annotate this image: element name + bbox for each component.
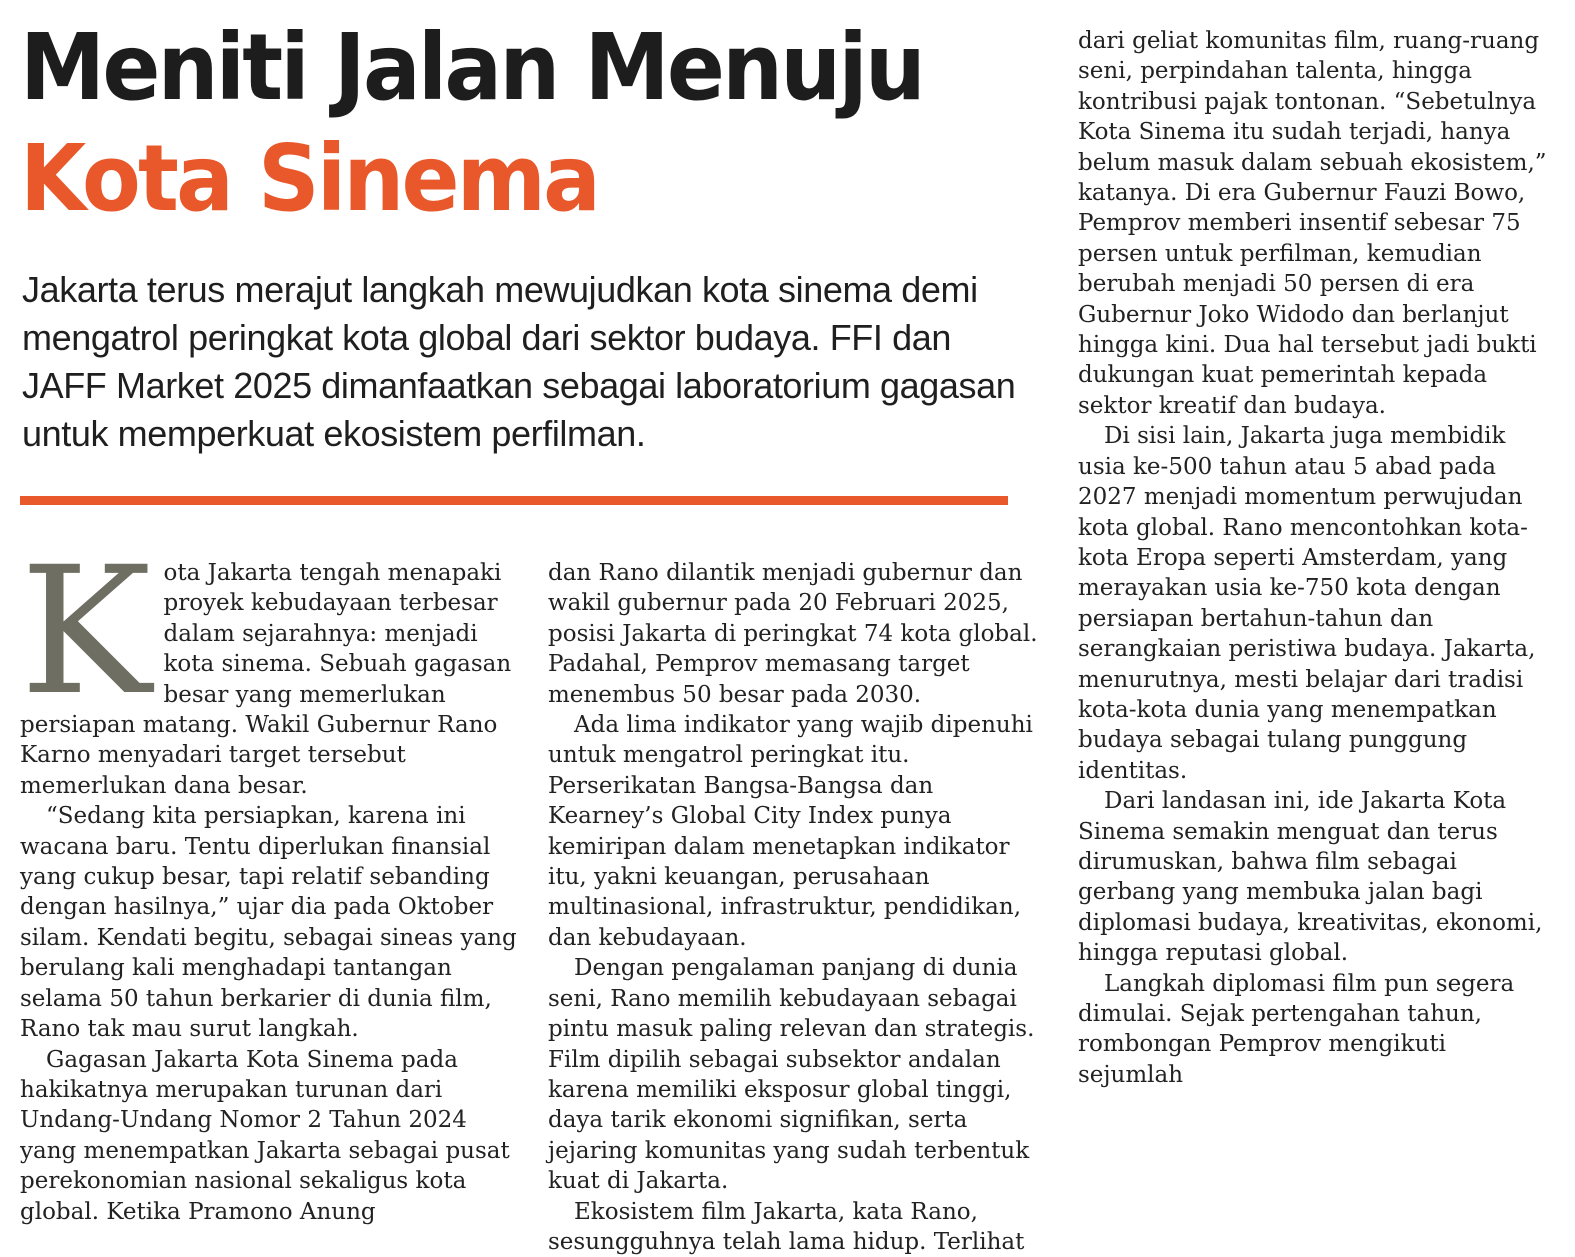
headline-line-2: Kota Sinema	[20, 125, 599, 232]
drop-cap: K	[20, 529, 152, 734]
paragraph: dari geliat komunitas film, ruang-ruang seni, perpindahan talenta, hingga kontribusi pajak tontonan. “Sebetulnya Kota Sinema itu sudah terjadi, hanya belum masuk dalam sebuah ekosistem,” katanya. Di era Gubernur Fauzi Bowo, Pemprov memberi insentif sebesar 75 persen untuk perfilman, kemudian berubah menjadi 50 persen di era Gubernur Joko Widodo dan berlanjut hingga kini. Dua hal tersebut jadi bukti dukungan kuat pemerintah kepada sektor kreatif dan budaya.	[1078, 28, 1547, 419]
paragraph: Dari landasan ini, ide Jakarta Kota Sinema semakin menguat dan terus dirumuskan, bahwa film sebagai gerbang yang membuka jalan bagi diplomasi budaya, kreativitas, ekonomi, hingga reputasi global.	[1078, 788, 1543, 967]
body-column-1	[20, 529, 518, 1227]
paragraph: Gagasan Jakarta Kota Sinema pada hakikatnya merupakan turunan dari Undang-Undang Nomor 2 Tahun 2024 yang menempatkan Jakarta sebagai pusat perekonomian nasional sekaligus kota global. Ketika Pramono Anung	[20, 1046, 510, 1225]
paragraph: ota Jakarta tengah menapaki proyek kebudayaan terbesar dalam sejarahnya: menjadi kota sinema. Sebuah gagasan besar yang memerlukan persiapan matang. Wakil Gubernur Rano Karno menyadari target tersebut memerlukan dana besar.	[20, 560, 512, 799]
paragraph: “Sedang kita persiapkan, karena ini wacana baru. Tentu diperlukan finansial yang cukup besar, tapi relatif sebanding dengan hasilnya,” ujar dia pada Oktober silam. Kendati begitu, sebagai sineas yang berulang kali menghadapi tantangan selama 50 tahun berkarier di dunia film, Rano tak mau surut langkah.	[20, 803, 517, 1043]
paragraph: Ada lima indikator yang wajib dipenuhi untuk mengatrol peringkat itu. Perserikatan Bangsa-Bangsa dan Kearney’s Global City Index punya kemiripan dalam menetapkan indikator itu, yakni keuangan, perusahaan multinasional, infrastruktur, pendidikan, dan kebudayaan.	[548, 712, 1033, 951]
headline-line-1: Meniti Jalan Menuju	[20, 14, 923, 121]
lede-paragraph: Jakarta terus merajut langkah mewujudkan kota sinema demi mengatrol peringkat kota global dari sektor budaya. FFI dan JAFF Market 2025 dimanfaatkan sebagai laboratorium gagasan untuk memperkuat ekosistem perfilman.	[22, 269, 1016, 454]
body-column-3	[1078, 26, 1558, 1090]
paragraph: dan Rano dilantik menjadi gubernur dan wakil gubernur pada 20 Februari 2025, posisi Jakarta di peringkat 74 kota global. Padahal, Pemprov memasang target menembus 50 besar pada 2030.	[548, 560, 1038, 708]
paragraph: Dengan pengalaman panjang di dunia seni, Rano memilih kebudayaan sebagai pintu masuk paling relevan dan strategis. Film dipilih sebagai subsektor andalan karena memiliki eksposur global tinggi, daya tarik ekonomi signifikan, serta jejaring komunitas yang sudah terbentuk kuat di Jakarta.	[548, 955, 1035, 1195]
accent-divider	[20, 496, 1008, 505]
body-column-2	[548, 558, 1048, 1257]
paragraph: Di sisi lain, Jakarta juga membidik usia ke-500 tahun atau 5 abad pada 2027 menjadi momentum perwujudan kota global. Rano mencontohkan kota-kota Eropa seperti Amsterdam, yang merayakan usia ke-750 kota dengan persiapan bertahun-tahun dan serangkaian peristiwa budaya. Jakarta, menurutnya, mesti belajar dari tradisi kota-kota dunia yang menempatkan budaya sebagai tulang punggung identitas.	[1078, 423, 1536, 784]
paragraph: Ekosistem film Jakarta, kata Rano, sesungguhnya telah lama hidup. Terlihat	[548, 1198, 1025, 1255]
paragraph: Langkah diplomasi film pun segera dimulai. Sejak pertengahan tahun, rombongan Pemprov mengikuti sejumlah	[1078, 970, 1515, 1088]
